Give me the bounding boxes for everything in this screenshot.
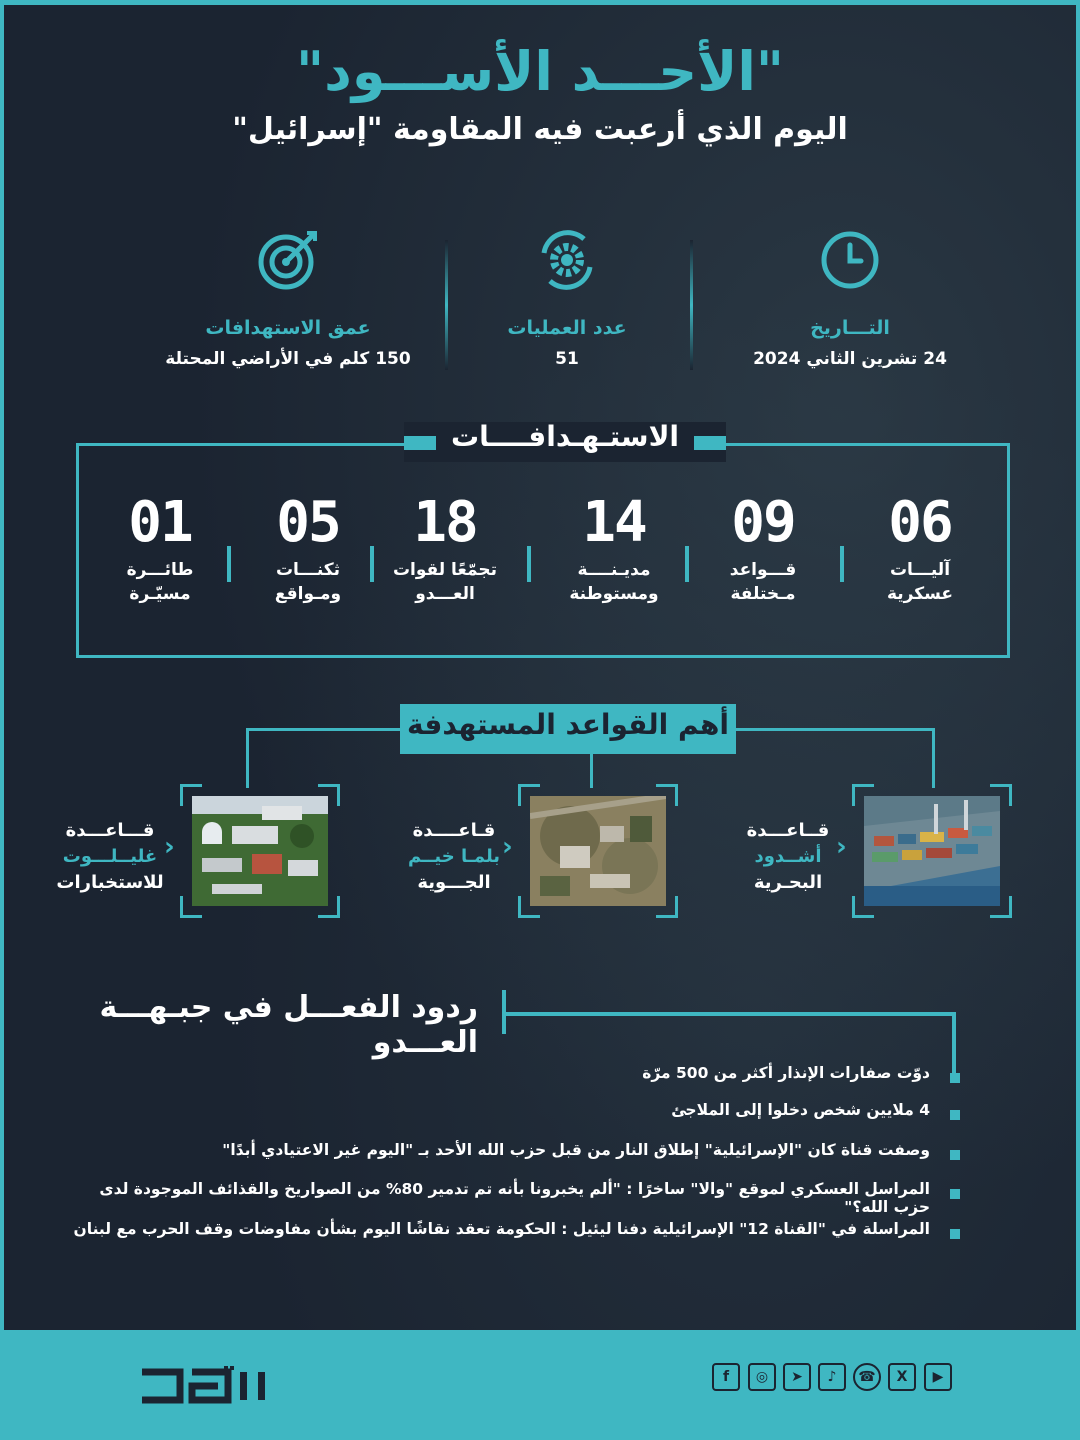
reactions-bracket (952, 1012, 956, 1076)
target-label-line2: ومستوطنة (569, 584, 659, 604)
stat-divider (445, 240, 448, 370)
instagram-icon[interactable]: ◎ (748, 1363, 776, 1391)
facebook-icon[interactable]: f (712, 1363, 740, 1391)
connector-line (246, 728, 400, 731)
base-name (384, 818, 524, 896)
base-image-frame (852, 784, 1012, 918)
target-label-line1: مديـنــــة (577, 560, 651, 580)
bullet-square (950, 1073, 960, 1083)
target-label-line1: تجمّعًا لقوات (392, 560, 498, 580)
base-name-line2: غليــلـــوت (62, 846, 158, 867)
target-number: 06 (888, 490, 952, 555)
target-label-line2: ومـواقع (274, 584, 342, 604)
stat-operations (437, 225, 697, 369)
connector-line (590, 752, 593, 788)
page-subtitle: اليوم الذي أرعبت فيه المقاومة "إسرائيل" (232, 112, 848, 147)
target-label-line2: عسكرية (886, 584, 954, 604)
youtube-icon[interactable]: ▶ (924, 1363, 952, 1391)
base-name-line1: قـاعــــدة (412, 820, 496, 841)
connector-line (736, 728, 934, 731)
base-name-line3: البحـرية (753, 872, 823, 893)
intelligence-base-photo (192, 796, 328, 906)
target-divider (840, 546, 844, 582)
base-name-line3: الجـــوية (417, 872, 491, 893)
reaction-item: المراسل العسكري لموقع "والا" ساخرًا : "ألم يخبرونا بأنه تم تدمير 80% من الصواريخ والقذائف الموجودة لدى حزب الله؟" (99, 1180, 930, 1216)
target-icon (253, 225, 323, 295)
bullet-square (950, 1150, 960, 1160)
target-number: 05 (276, 490, 340, 555)
bullet-square (950, 1189, 960, 1199)
target-number: 18 (413, 490, 477, 555)
target-label-line2: العـــدو (415, 584, 475, 604)
stat-label: عدد العمليات (507, 317, 627, 339)
base-name (40, 818, 180, 896)
bullet-square (950, 1229, 960, 1239)
base-image-frame (180, 784, 340, 918)
base-image-frame (518, 784, 678, 918)
clock-icon (815, 225, 885, 295)
target-label-line1: آليـــات (889, 560, 951, 580)
stat-value: 150 كلم في الأراضي المحتلة (165, 349, 411, 369)
target-item (693, 488, 833, 606)
connector-line (932, 728, 935, 788)
stat-label: التـــاريخ (810, 317, 890, 339)
target-item (544, 488, 684, 606)
stat-depth (158, 225, 418, 369)
target-divider (527, 546, 531, 582)
target-item (238, 488, 378, 606)
target-number: 01 (128, 490, 192, 555)
target-label-line1: طائـــرة (126, 560, 194, 580)
reaction-item: وصفت قناة كان "الإسرائيلية" إطلاق النار من قبل حزب الله الأحد بـ "اليوم غير الاعتيادي أبدًا" (222, 1141, 930, 1159)
target-item (375, 488, 515, 606)
target-label-line1: ثكنـــات (275, 560, 341, 580)
target-number: 14 (582, 490, 646, 555)
reaction-item: دوّت صفارات الإنذار أكثر من 500 مرّة (642, 1064, 930, 1082)
airbase-photo (530, 796, 666, 906)
target-label-line1: قـــواعد (729, 560, 797, 580)
base-name-line1: قـــاعـــدة (65, 820, 155, 841)
target-label-line2: مسيّـرة (129, 584, 191, 604)
gear-cycle-icon (532, 225, 602, 295)
port-photo (864, 796, 1000, 906)
base-name (718, 818, 858, 896)
targets-title: الاستـهـدافــــات (450, 420, 680, 453)
telegram-icon[interactable]: ➤ (783, 1363, 811, 1391)
bases-title: أهم القواعد المستهدفة (407, 708, 729, 741)
base-name-line2: بلمـا خيــم (407, 846, 501, 867)
reactions-title: ردود الفعـــل في جبـهـــة العـــدو (99, 990, 478, 1060)
target-number: 09 (731, 490, 795, 555)
page-title: "الأحـــد الأســـود" (295, 40, 785, 103)
chevron-right-icon: ‹ (164, 832, 175, 862)
base-name-line3: للاستخبارات (56, 872, 164, 893)
alahed-logo (140, 1366, 276, 1406)
stat-value: 24 تشرين الثاني 2024 (753, 349, 947, 369)
chevron-right-icon: ‹ (502, 832, 513, 862)
target-label-line2: مـختلفة (730, 584, 796, 604)
chevron-right-icon: ‹ (836, 832, 847, 862)
base-name-line2: أشــدود (754, 846, 822, 867)
reaction-item: 4 ملايين شخص دخلوا إلى الملاجئ (671, 1101, 930, 1119)
stat-label: عمق الاستهدافات (205, 317, 371, 339)
stat-date (720, 225, 980, 369)
target-item (850, 488, 990, 606)
reactions-bracket (502, 1012, 956, 1016)
whatsapp-icon[interactable]: ☎ (853, 1363, 881, 1391)
target-item (90, 488, 230, 606)
x-icon[interactable]: X (888, 1363, 916, 1391)
base-name-line1: قــاعـــدة (746, 820, 830, 841)
tiktok-icon[interactable]: ♪ (818, 1363, 846, 1391)
reaction-item: المراسلة في "القناة 12" الإسرائيلية دفنا ليئيل : الحكومة تعقد نقاشًا اليوم بشأن مفاوضات وقف الحرب مع لبنان (73, 1220, 930, 1238)
stat-value: 51 (555, 349, 579, 369)
connector-line (246, 728, 249, 788)
target-divider (685, 546, 689, 582)
bullet-square (950, 1110, 960, 1120)
